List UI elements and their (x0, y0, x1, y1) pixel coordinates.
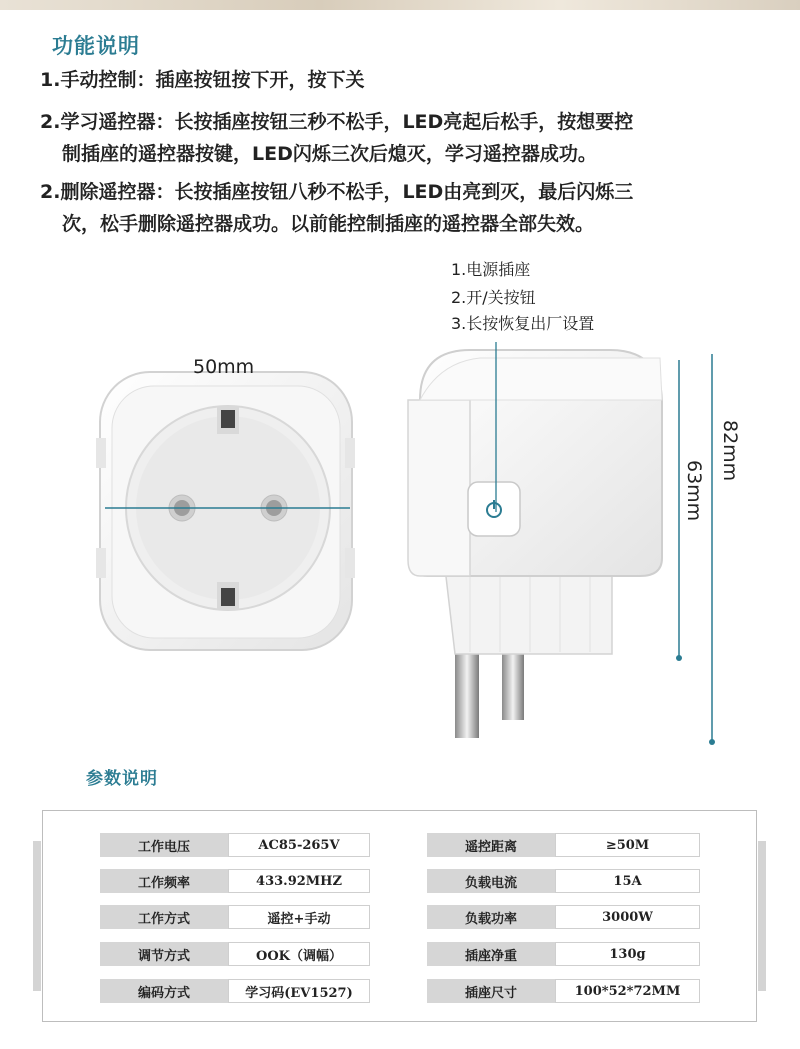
annotation-power-socket: 1.电源插座 (451, 260, 531, 279)
param-value: 100*52*72MM (555, 979, 700, 1003)
param-label: 遥控距离 (427, 833, 555, 857)
param-row (427, 869, 700, 893)
param-value: ≥50M (555, 833, 700, 857)
body-height-dimension-label: 63mm (683, 460, 705, 522)
annotation-on-off-button: 2.开/关按钮 (451, 288, 536, 307)
function-item-learn-remote (40, 106, 770, 170)
param-value: 学习码(EV1527) (228, 979, 370, 1003)
params-section-title: 参数说明 (86, 769, 158, 789)
function-item-manual (40, 64, 770, 96)
param-label: 编码方式 (100, 979, 228, 1003)
param-row (427, 979, 700, 1003)
param-label: 工作电压 (100, 833, 228, 857)
annotation-factory-reset: 3.长按恢复出厂设置 (451, 314, 595, 333)
param-row (100, 869, 370, 893)
function-item-line: 1.手动控制：插座按钮按下开，按下关 (40, 69, 365, 91)
param-label: 调节方式 (100, 942, 228, 966)
total-height-dimension-label: 82mm (719, 420, 741, 482)
param-row (427, 905, 700, 929)
param-value: 433.92MHZ (228, 869, 370, 893)
param-value: 130g (555, 942, 700, 966)
function-section-title: 功能说明 (52, 34, 140, 58)
param-value: AC85-265V (228, 833, 370, 857)
param-row (100, 833, 370, 857)
param-value: 遥控+手动 (228, 905, 370, 929)
param-row (100, 905, 370, 929)
param-row (427, 833, 700, 857)
socket-side-view (408, 342, 662, 738)
param-value: OOK（调幅） (228, 942, 370, 966)
function-item-delete-remote (40, 176, 770, 240)
param-label: 工作方式 (100, 905, 228, 929)
product-diagram (0, 250, 800, 750)
width-dimension-label: 50mm (193, 356, 255, 378)
param-value: 3000W (555, 905, 700, 929)
param-value: 15A (555, 869, 700, 893)
param-row (427, 942, 700, 966)
param-label: 插座净重 (427, 942, 555, 966)
function-item-line: 2.删除遥控器：长按插座按钮八秒不松手，LED由亮到灭，最后闪烁三 (40, 181, 634, 203)
param-row (100, 942, 370, 966)
param-label: 负载功率 (427, 905, 555, 929)
function-item-line: 次，松手删除遥控器成功。以前能控制插座的遥控器全部失效。 (62, 213, 595, 235)
function-item-line: 制插座的遥控器按键，LED闪烁三次后熄灭，学习遥控器成功。 (62, 143, 597, 165)
socket-front-view (96, 372, 355, 650)
function-item-line: 2.学习遥控器：长按插座按钮三秒不松手，LED亮起后松手，按想要控 (40, 111, 634, 133)
param-row (100, 979, 370, 1003)
top-decor-strip (0, 0, 800, 10)
param-label: 负载电流 (427, 869, 555, 893)
param-label: 工作频率 (100, 869, 228, 893)
param-label: 插座尺寸 (427, 979, 555, 1003)
